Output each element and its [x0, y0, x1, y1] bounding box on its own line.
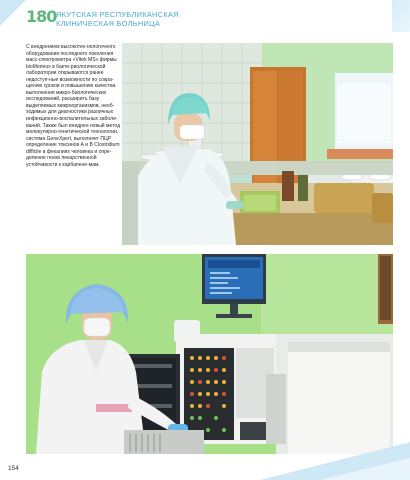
lab-photo-microbiology: [122, 43, 393, 245]
page-number: 154: [8, 465, 19, 472]
article-text: С внедрением высокотех-нологичного оборудования последнего поколения масс-спектрометра «Vitek MS» фирмы bioMerieux в бакте-риологической лаборатории открываются ранее недоступ-ные возможности по сокра-щению сроков и повышению качества выполнения микро-биологических исследований, расширить базу выделяемых микроорганизмов, необ-ходимых для диагностики различных инфекционно-воспалительных заболе-ваний. Также был внедрен новый метод молекулярно-генетической технологии, система GeneXpert, выполняет ПЦР определение токсинов А и В Clostridium difficile в фекалиях человека и опре-деление генов лекарственной устойчивости к карбапене-мам.: [26, 44, 121, 168]
footer-decoration-inner: [320, 458, 410, 480]
header-title-line2: КЛИНИЧЕСКАЯ БОЛЬНИЦА: [56, 19, 161, 28]
header-title-line1: ЯКУТСКАЯ РЕСПУБЛИКАНСКАЯ: [56, 10, 179, 19]
lab-photo-mass-spectrometer: [26, 254, 393, 454]
page-header: [0, 0, 410, 34]
hospital-logo: 180: [26, 7, 57, 26]
